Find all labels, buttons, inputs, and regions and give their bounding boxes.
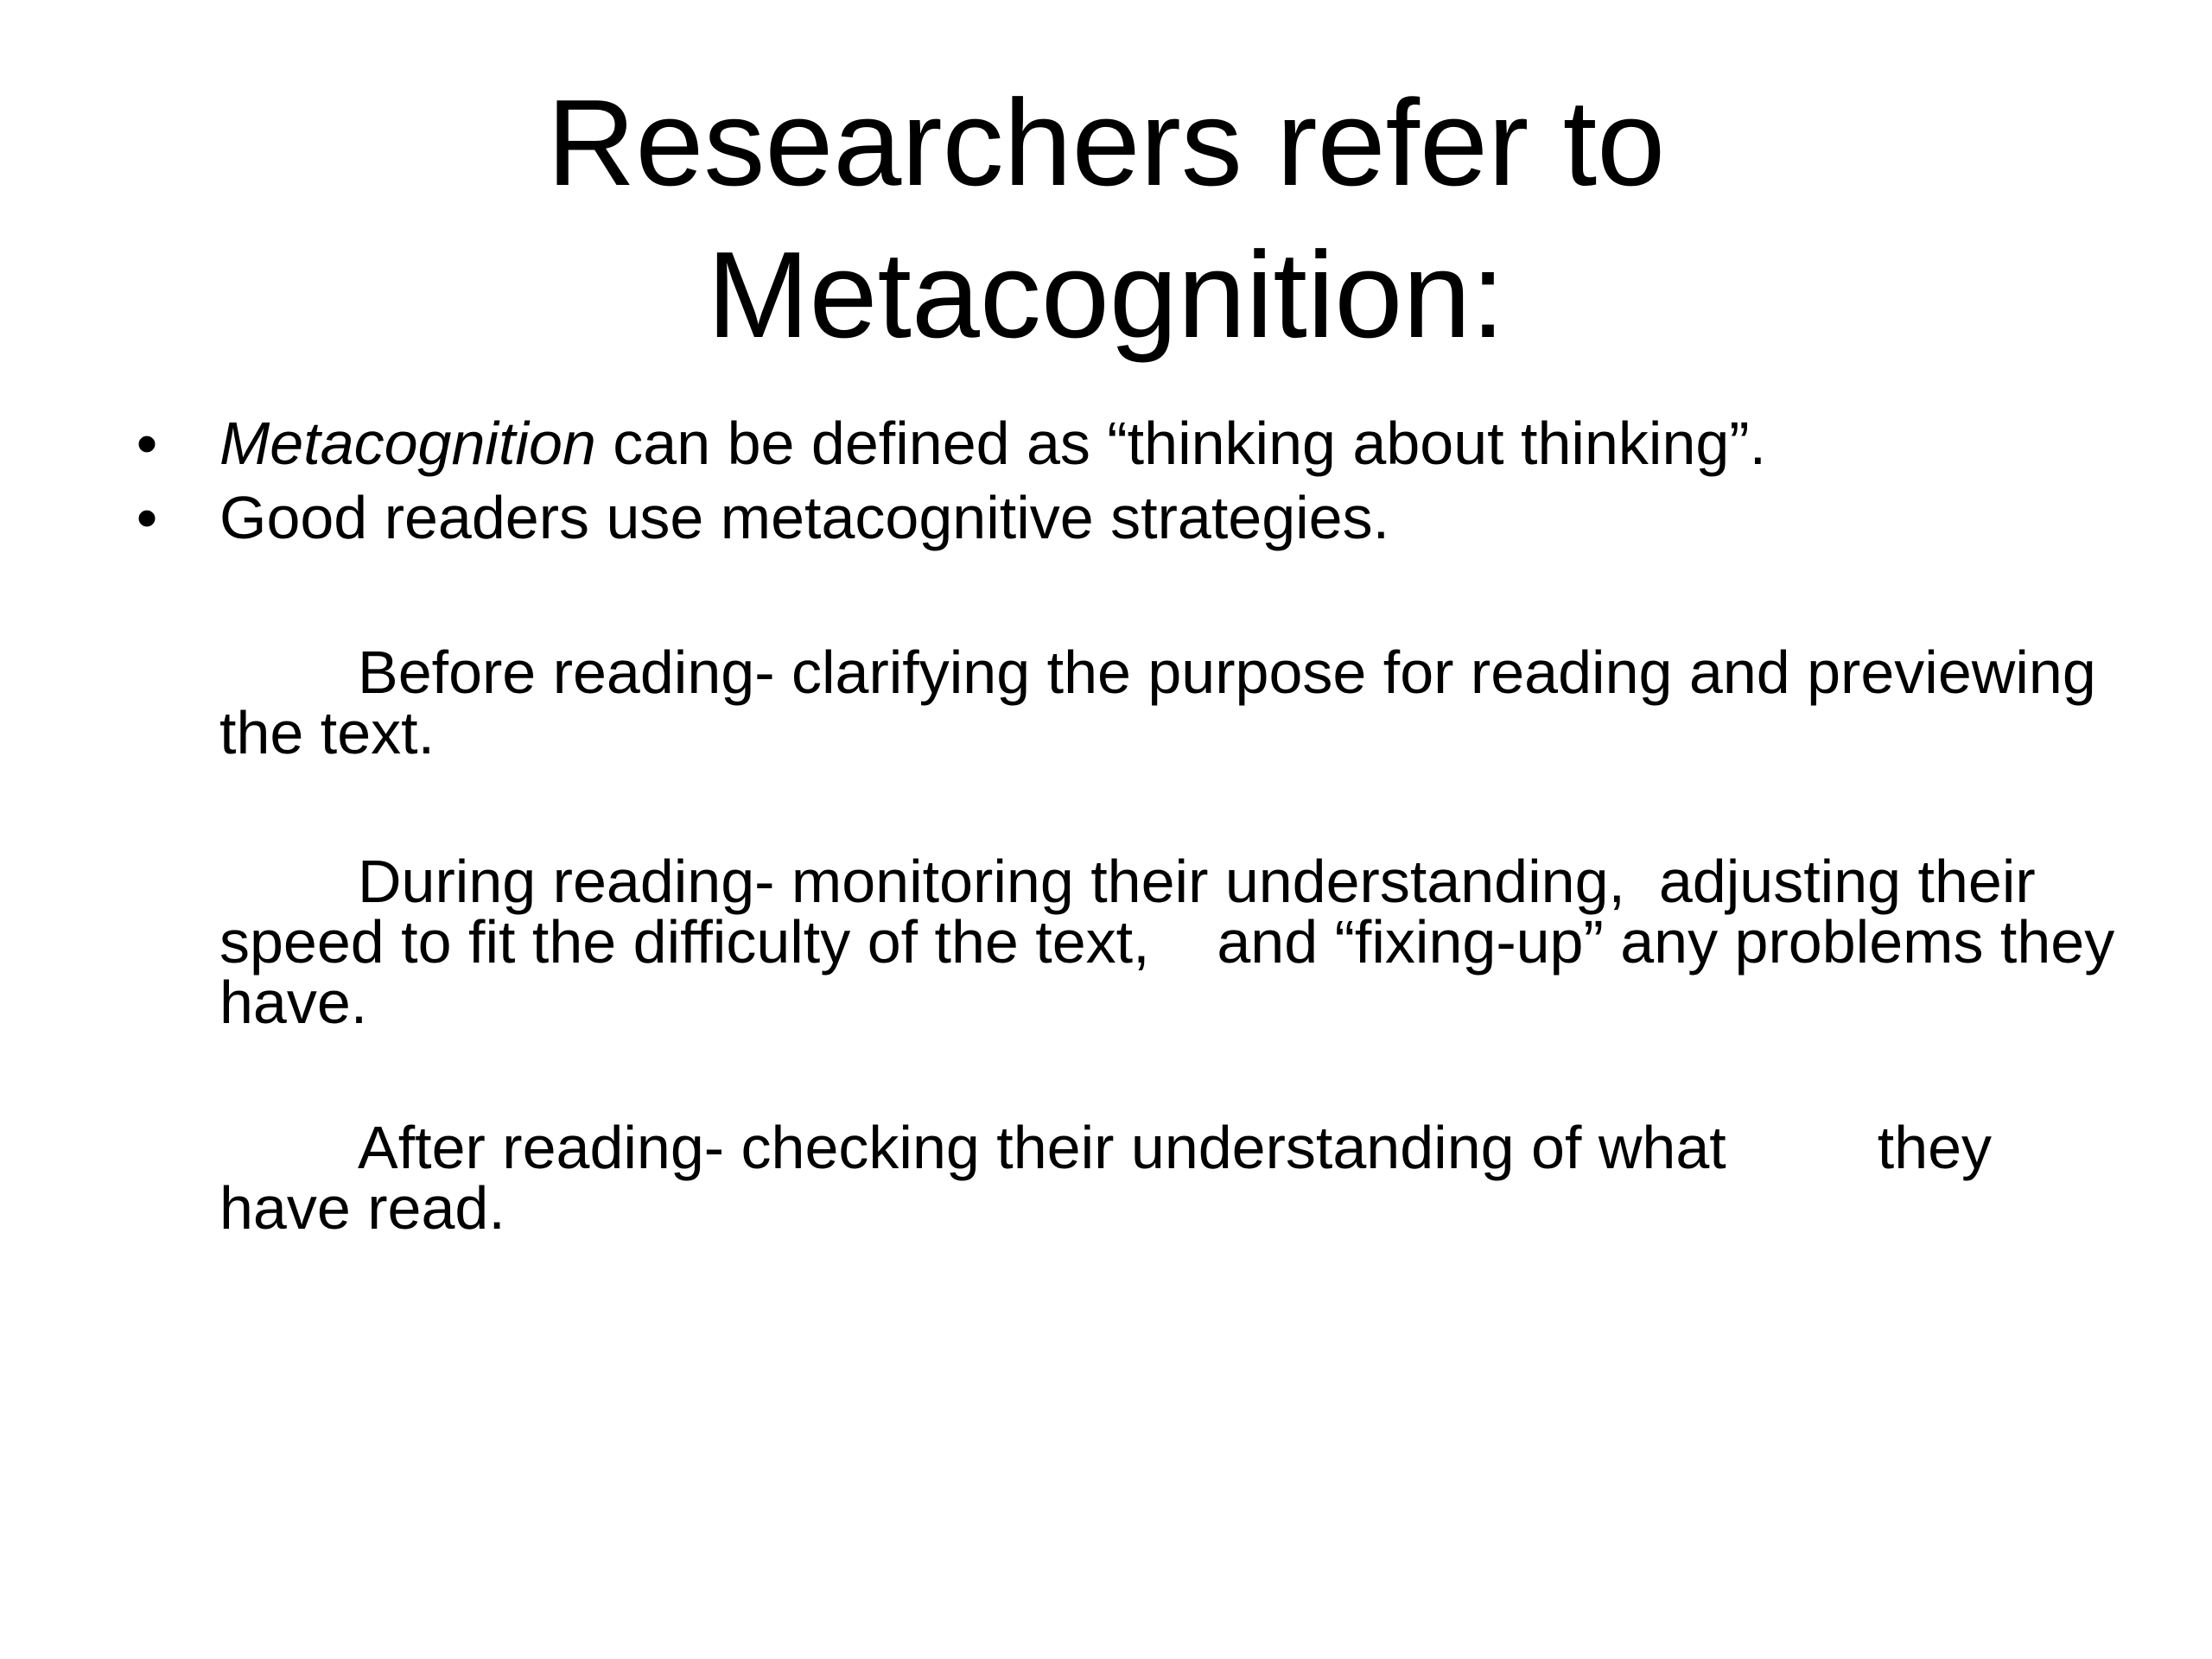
- title-line-2: Metacognition:: [707, 226, 1505, 364]
- title-line-1: Researchers refer to: [546, 74, 1666, 212]
- bullet-list: [130, 406, 2117, 555]
- paragraph-during-reading: During reading- monitoring their understanding, adjusting their speed to fit the difficulty of the text, and “fixing-up” any problems they have.: [219, 848, 2132, 1036]
- bullet-marker: •: [136, 484, 158, 551]
- bullet-term: Metacognition: [219, 410, 596, 477]
- bullet-text: can be defined as “thinking about thinking”.: [595, 410, 1767, 477]
- bullet-text: Good readers use metacognitive strategies.: [219, 484, 1390, 551]
- slide-title: [0, 67, 2212, 372]
- bullet-marker: •: [136, 410, 158, 477]
- bullet-item-definition: [130, 406, 2117, 480]
- paragraph-before-reading: Before reading- clarifying the purpose for reading and previewing the text.: [219, 639, 2113, 766]
- paragraph-after-reading: After reading- checking their understanding of what they have read.: [219, 1114, 2009, 1242]
- bullet-item-strategies: [130, 480, 2117, 555]
